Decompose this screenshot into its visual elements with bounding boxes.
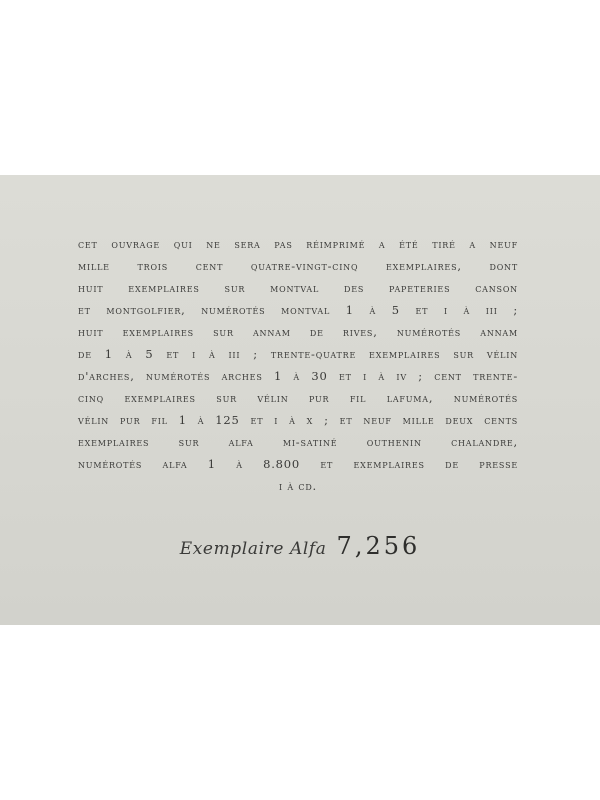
colophon-line: vélin pur fil 1 à 125 et i à x ; et neuf mille deux cents	[78, 413, 518, 427]
colophon-line: mille trois cent quatre-vingt-cinq exemplaires, dont	[78, 259, 518, 273]
colophon-line: huit exemplaires sur montval des papeteries canson	[78, 281, 518, 295]
colophon-line: et montgolfier, numérotés montval 1 à 5 et i à iii ;	[78, 303, 518, 317]
copy-label: Exemplaire Alfa	[179, 539, 327, 559]
colophon-line: cinq exemplaires sur vélin pur fil lafuma, numérotés	[78, 391, 518, 405]
copy-number-stamp: 7,256	[336, 532, 421, 560]
colophon-line: i à cd.	[278, 479, 318, 493]
colophon-line: d'arches, numérotés arches 1 à 30 et i à iv ; cent trente-	[78, 369, 518, 383]
book-page	[0, 175, 600, 625]
colophon-line: huit exemplaires sur annam de rives, numérotés annam	[78, 325, 518, 339]
colophon-line: exemplaires sur alfa mi-satiné outhenin chalandre,	[78, 435, 518, 449]
copy-number-line	[0, 532, 600, 560]
colophon-text	[78, 233, 518, 497]
colophon-line: de 1 à 5 et i à iii ; trente-quatre exemplaires sur vélin	[78, 347, 518, 361]
colophon-line: cet ouvrage qui ne sera pas réimprimé a été tiré a neuf	[78, 237, 518, 251]
colophon-line: numérotés alfa 1 à 8.800 et exemplaires de presse	[78, 457, 518, 471]
